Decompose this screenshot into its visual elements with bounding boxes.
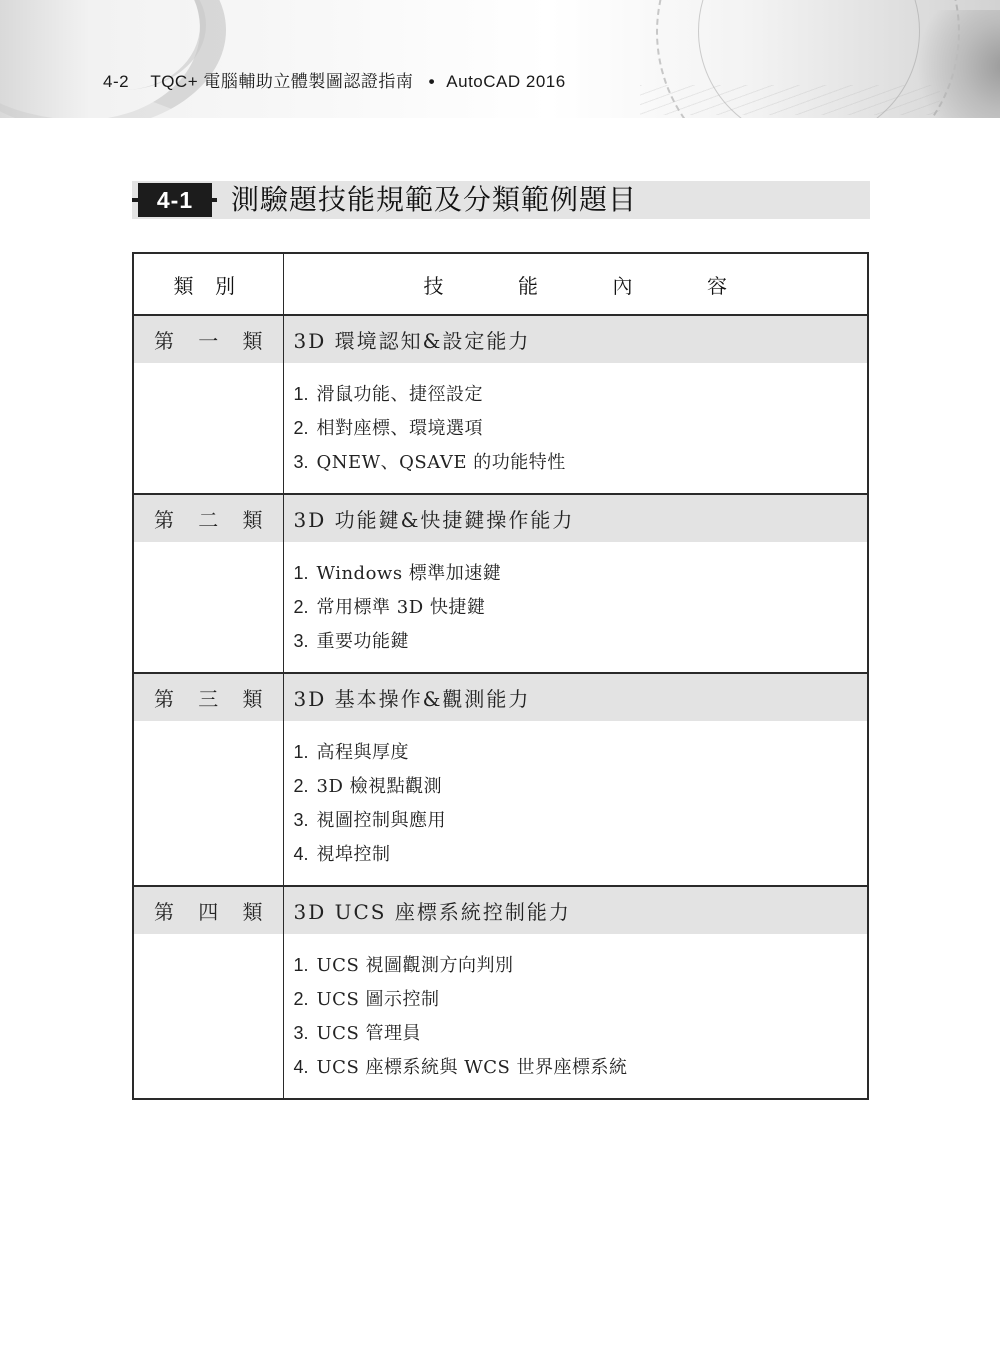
header-category: 類 別	[133, 253, 283, 315]
header-decoration	[0, 0, 1000, 118]
item-number: 3.	[293, 631, 309, 651]
list-item	[294, 803, 868, 837]
item-text: 滑鼠功能、捷徑設定	[316, 384, 484, 405]
category-row	[133, 886, 868, 934]
item-list	[284, 363, 868, 493]
category-name	[133, 886, 283, 934]
page-number: 4-2	[103, 72, 130, 91]
item-text: 3D 檢視點觀測	[316, 776, 443, 797]
item-text: 視圖控制與應用	[316, 810, 447, 831]
list-item	[294, 837, 868, 871]
blank-cell	[133, 721, 283, 886]
category-name-char: 類	[242, 329, 263, 353]
category-items-row	[133, 934, 868, 1099]
list-item	[294, 624, 868, 658]
skill-spec-table	[132, 252, 869, 1100]
list-item	[294, 590, 868, 624]
item-list	[284, 721, 868, 885]
header-content-char: 內	[612, 275, 633, 298]
item-text: UCS 視圖觀測方向判別	[316, 955, 514, 976]
item-cell	[283, 542, 868, 673]
category-items-row	[133, 542, 868, 673]
section-title: 測驗題技能規範及分類範例題目	[231, 184, 638, 215]
category-name-char: 第	[154, 329, 174, 353]
category-name-char: 類	[242, 900, 263, 924]
category-skill: 3D UCS 座標系統控制能力	[283, 886, 868, 934]
category-skill: 3D 功能鍵&快捷鍵操作能力	[283, 494, 868, 542]
blank-cell	[133, 363, 283, 494]
category-row	[133, 315, 868, 363]
running-header	[103, 67, 566, 91]
list-item	[294, 556, 868, 590]
item-text: Windows 標準加速鍵	[316, 563, 502, 584]
item-number: 2.	[293, 989, 309, 1009]
item-number: 1.	[293, 563, 309, 583]
category-name-char: 第	[154, 900, 174, 924]
category-name-char: 一	[198, 329, 219, 353]
header-content	[283, 253, 868, 315]
item-number: 4.	[293, 1057, 309, 1077]
list-item	[294, 1050, 868, 1084]
category-name-char: 四	[198, 900, 219, 924]
category-items-row	[133, 721, 868, 886]
table-header-row	[133, 253, 868, 315]
category-name	[133, 315, 283, 363]
item-text: UCS 座標系統與 WCS 世界座標系統	[316, 1057, 628, 1078]
item-text: 相對座標、環境選項	[316, 418, 484, 439]
list-item	[294, 769, 868, 803]
list-item	[294, 982, 868, 1016]
item-number: 2.	[293, 597, 309, 617]
list-item	[294, 1016, 868, 1050]
badge-tick	[212, 198, 217, 202]
item-text: 常用標準 3D 快捷鍵	[316, 597, 486, 618]
list-item	[294, 948, 868, 982]
category-name	[133, 494, 283, 542]
item-number: 3.	[293, 810, 309, 830]
category-row	[133, 494, 868, 542]
category-name-char: 類	[242, 687, 263, 711]
category-skill: 3D 基本操作&觀測能力	[283, 673, 868, 721]
item-number: 1.	[293, 742, 309, 762]
category-name-char: 三	[198, 687, 219, 711]
section-number-badge: 4-1	[138, 183, 212, 217]
blank-cell	[133, 542, 283, 673]
category-name-char: 第	[154, 508, 174, 532]
item-text: UCS 管理員	[316, 1023, 422, 1044]
list-item	[294, 377, 868, 411]
list-item	[294, 411, 868, 445]
item-list	[284, 934, 868, 1098]
list-item	[294, 445, 868, 479]
item-text: QNEW、QSAVE 的功能特性	[316, 452, 566, 473]
item-cell	[283, 721, 868, 886]
item-number: 2.	[293, 776, 309, 796]
blank-cell	[133, 934, 283, 1099]
item-number: 1.	[293, 955, 309, 975]
item-number: 4.	[293, 844, 309, 864]
item-text: 視埠控制	[316, 844, 391, 865]
header-bullet: •	[428, 72, 436, 91]
corner-decoration	[910, 10, 1000, 118]
header-content-char: 能	[518, 275, 538, 298]
header-content-char: 容	[707, 275, 727, 298]
category-skill: 3D 環境認知&設定能力	[283, 315, 868, 363]
category-name-char: 類	[242, 508, 263, 532]
item-list	[284, 542, 868, 672]
header-content-char: 技	[423, 275, 444, 298]
category-items-row	[133, 363, 868, 494]
item-text: 高程與厚度	[316, 742, 410, 763]
category-row	[133, 673, 868, 721]
list-item	[294, 735, 868, 769]
item-cell	[283, 934, 868, 1099]
book-title: TQC+ 電腦輔助立體製圖認證指南	[150, 72, 414, 91]
item-number: 3.	[293, 452, 309, 472]
item-number: 3.	[293, 1023, 309, 1043]
item-text: 重要功能鍵	[316, 631, 410, 652]
category-name-char: 二	[198, 508, 219, 532]
line-decoration	[640, 85, 940, 115]
item-number: 2.	[293, 418, 309, 438]
software-name: AutoCAD 2016	[446, 72, 566, 91]
category-name	[133, 673, 283, 721]
item-cell	[283, 363, 868, 494]
item-number: 1.	[293, 384, 309, 404]
item-text: UCS 圖示控制	[316, 989, 440, 1010]
category-name-char: 第	[154, 687, 174, 711]
